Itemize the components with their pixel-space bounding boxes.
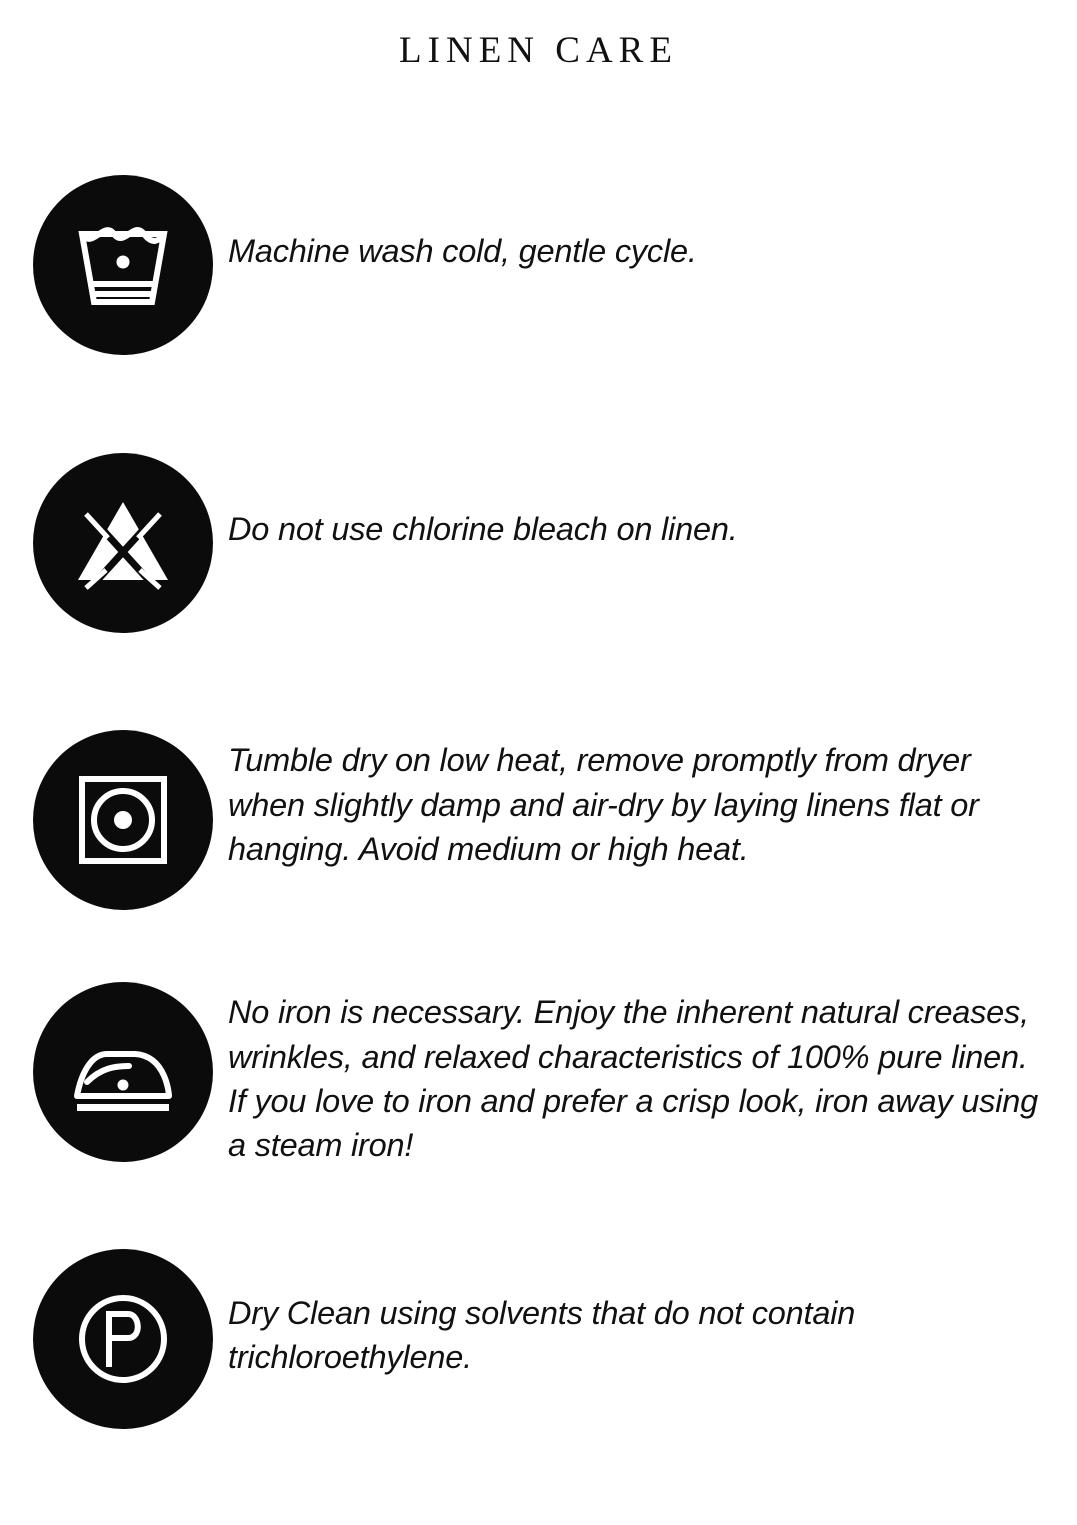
icon-cell (18, 175, 228, 355)
icon-cell (18, 982, 228, 1162)
linen-care-page (0, 25, 1077, 1525)
icon-cell (18, 1249, 228, 1429)
care-instruction-text: Dry Clean using solvents that do not contain trichloroethylene. (228, 1295, 856, 1376)
list-item (18, 175, 1053, 355)
icon-cell (18, 453, 228, 633)
list-item (18, 1249, 1053, 1429)
list-item (18, 453, 1053, 633)
care-instruction-text: Machine wash cold, gentle cycle. (228, 233, 697, 270)
do-not-bleach-icon (33, 453, 213, 633)
tumble-dry-low-icon (33, 730, 213, 910)
care-instruction-text: Do not use chlorine bleach on linen. (228, 511, 738, 548)
machine-wash-icon (33, 175, 213, 355)
icon-cell (18, 730, 228, 910)
list-item (18, 982, 1053, 1167)
care-instruction-text: Tumble dry on low heat, remove promptly from dryer when slightly damp and air-dry by laying linens flat or hanging. Avoid medium or high heat. (228, 742, 979, 867)
dry-clean-p-icon (33, 1249, 213, 1429)
care-instruction-text: No iron is necessary. Enjoy the inherent natural creases, wrinkles, and relaxed characteristics of 100% pure linen. If you love to iron and prefer a crisp look, iron away using a steam iron! (228, 994, 1038, 1164)
iron-icon (33, 982, 213, 1162)
page-title: LINEN CARE (399, 29, 678, 71)
care-instruction-list (0, 175, 1077, 1429)
list-item (18, 730, 1053, 910)
